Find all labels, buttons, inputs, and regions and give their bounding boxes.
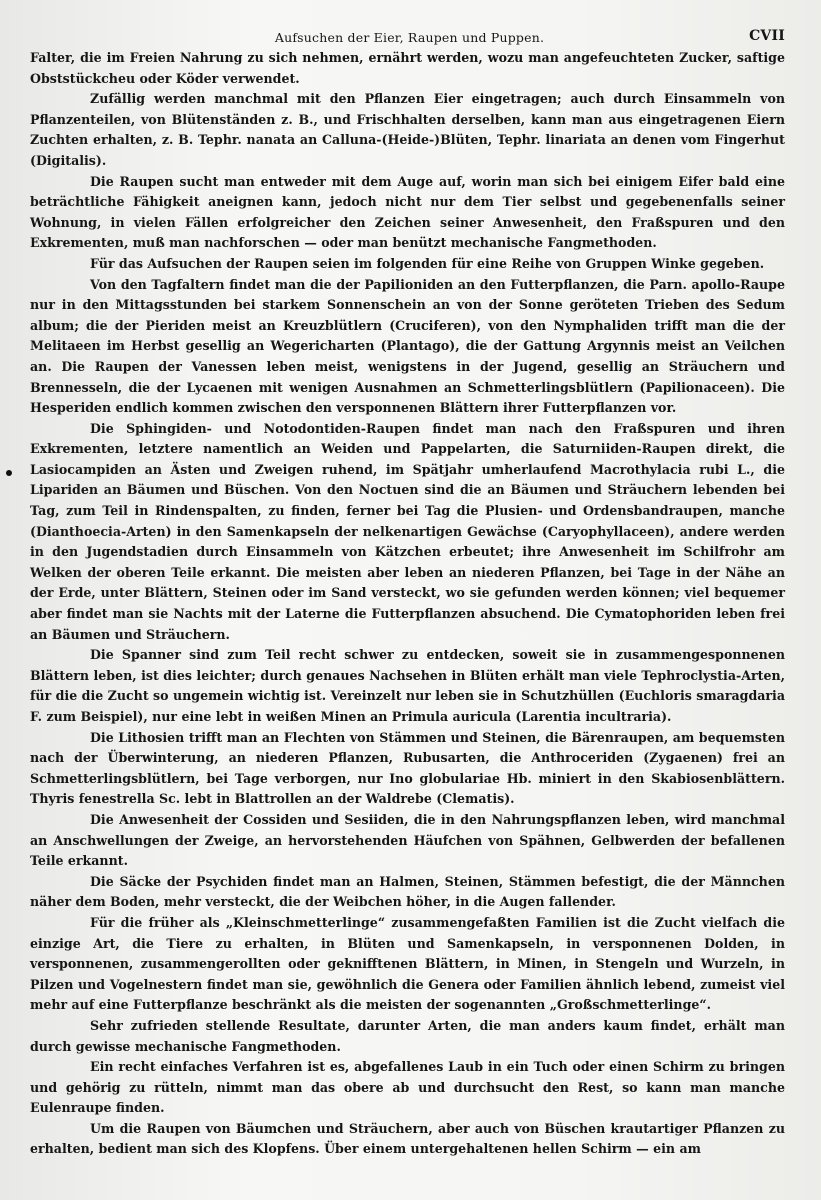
paragraph-9: Die Anwesenheit der Cossiden und Sesiiden, die in den Nahrungspflanzen leben, wird manchmal an Anschwellungen der Zweige, an hervorstehenden Häufchen von Spähnen, Gelbwerden der befallenen Teile erkannt. bbox=[30, 811, 785, 869]
paragraph-2: Zufällig werden manchmal mit den Pflanzen Eier eingetragen; auch durch Einsammeln von Pflanzenteilen, von Blütenständen z. B., und Frischhalten derselben, kann man aus eingetragenen Eiern Zuchten erhalten, z. B. Tephr. nanata an Calluna-(Heide-)Blüten, Tephr. linariata an denen vom Fingerhut (Digitalis). bbox=[30, 91, 785, 168]
paragraph-5: Von den Tagfaltern findet man die der Papilioniden an den Futterpflanzen, die Parn. apollo-Raupe nur in den Mittagsstunden bei starkem Sonnenschein an von der Sonne geröteten Trieben des Sedum album; die der Pieriden meist an Kreuzblütlern (Cruciferen), von den Nymphaliden trifft man die der Melitaeen im Herbst gesellig an Wegericharten (Plantago), die der Gattung Argynnis meist an Veilchen an. Die Raupen der Vanessen leben meist, wenigstens in der Jugend, gesellig an Sträuchern und Brennesseln, die der Lycaenen mit wenigen Ausnahmen an Schmetterlingsblütlern (Papilionaceen). Die Hesperiden endlich kommen zwischen den versponnenen Blättern ihrer Futterpflanzen vor. bbox=[30, 276, 785, 416]
paragraph-10: Die Säcke der Psychiden findet man an Halmen, Steinen, Stämmen befestigt, die der Männchen näher dem Boden, mehr versteckt, die der Weibchen höher, in die Augen fallender. bbox=[30, 873, 785, 910]
paragraph-11: Für die früher als „Kleinschmetterlinge“ zusammengefaßten Familien ist die Zucht vielfach die einzige Art, die Tiere zu erhalten, in Blüten und Samenkapseln, in versponnenen Dolden, in versponnenen, zusammengerollten oder geknifftenen Blättern, in Minen, in Stengeln und Wurzeln, in Pilzen und Vogelnestern findet man sie, gewöhnlich die Genera oder Familien ähnlich lebend, zumeist viel mehr auf eine Futterpflanze beschränkt als die meisten der sogenannten „Großschmetterlinge“. bbox=[30, 914, 785, 1013]
paragraph-6: Die Sphingiden- und Notodontiden-Raupen findet man nach den Fraßspuren und ihren Exkrementen, letztere namentlich an Weiden und Pappelarten, die Saturniiden-Raupen direkt, die Lasiocampiden an Ästen und Zweigen ruhend, im Spätjahr umherlaufend Macrothylacia rubi L., die Lipariden an Bäumen und Büschen. Von den Noctuen sind die an Bäumen und Sträuchern lebenden bei Tag, zum Teil in Rindenspalten, zu finden, ferner bei Tag die Plusien- und Ordensbandraupen, manche (Dianthoecia-Arten) in den Samenkapseln der nelkenartigen Gewächse (Caryophyllaceen), andere werden in den Jugendstadien durch Einsammeln von Kätzchen erbeutet; ihre Anwesenheit im Schilfrohr am Welken der oberen Teile erkannt. Die meisten aber leben an niederen Pflanzen, bei Tage in der Nähe an der Erde, unter Blättern, Steinen oder im Sand versteckt, wo sie gefunden werden können; viel bequemer aber findet man sie Nachts mit der Laterne die Futterpflanzen absuchend. Die Cymatophoriden leben frei an Bäumen und Sträuchern. bbox=[30, 420, 785, 642]
paragraph-3: Die Raupen sucht man entweder mit dem Auge auf, worin man sich bei einigem Eifer bald eine beträchtliche Fähigkeit aneignen kann, jedoch nicht nur dem Tier selbst und gegebenenfalls seiner Wohnung, in vielen Fällen erfolgreicher den Zeichen seiner Anwesenheit, den Fraßspuren und den Exkrementen, muß man nachforschen — oder man benützt mechanische Fangmethoden. bbox=[30, 173, 785, 251]
paragraph-7: Die Spanner sind zum Teil recht schwer zu entdecken, soweit sie in zusammengesponnenen Blättern leben, ist dies leichter; durch genaues Nachsehen in Blüten erhält man viele Tephroclystia-Arten, für die die Zucht so ungemein wichtig ist. Vereinzelt nur leben sie in Schutzhüllen (Euchloris smaragdaria F. zum Beispiel), nur eine lebt in weißen Minen an Primula auricula (Larentia incultraria). bbox=[30, 647, 785, 724]
paragraph-8: Die Lithosien trifft man an Flechten von Stämmen und Steinen, die Bärenraupen, am bequemsten nach der Überwinterung, an niederen Pflanzen, Rubusarten, die Anthroceriden (Zygaenen) frei an Schmetterlingsblütlern, bei Tage verborgen, nur Ino globulariae Hb. miniert in den Skabiosenblättern. Thyris fenestrella Sc. lebt in Blattrollen an der Waldrebe (Clematis). bbox=[30, 729, 785, 807]
running-head bbox=[34, 28, 785, 48]
running-head-title: Aufsuchen der Eier, Raupen und Puppen. bbox=[274, 30, 545, 45]
margin-dot-mark bbox=[6, 470, 12, 476]
paragraph-12: Sehr zufrieden stellende Resultate, darunter Arten, die man anders kaum findet, erhält man durch gewisse mechanische Fangmethoden. bbox=[30, 1017, 785, 1054]
paragraph-14: Um die Raupen von Bäumchen und Sträuchern, aber auch von Büschen krautartiger Pflanzen zu erhalten, bedient man sich des Klopfens. Über einem untergehaltenen hellen Schirm — ein am bbox=[30, 1120, 785, 1157]
paragraph-1: Falter, die im Freien Nahrung zu sich nehmen, ernährt werden, wozu man angefeuchteten Zucker, saftige Obststückcheu oder Köder verwendet. bbox=[30, 50, 785, 86]
body-text bbox=[30, 48, 785, 1160]
page-number: CVII bbox=[749, 28, 785, 44]
paragraph-13: Ein recht einfaches Verfahren ist es, abgefallenes Laub in ein Tuch oder einen Schirm zu bringen und gehörig zu rütteln, nimmt man das obere ab und durchsucht den Rest, so kann man manche Eulenraupe finden. bbox=[30, 1059, 785, 1116]
paragraph-4: Für das Aufsuchen der Raupen seien im folgenden für eine Reihe von Gruppen Winke gegeben. bbox=[90, 255, 765, 271]
